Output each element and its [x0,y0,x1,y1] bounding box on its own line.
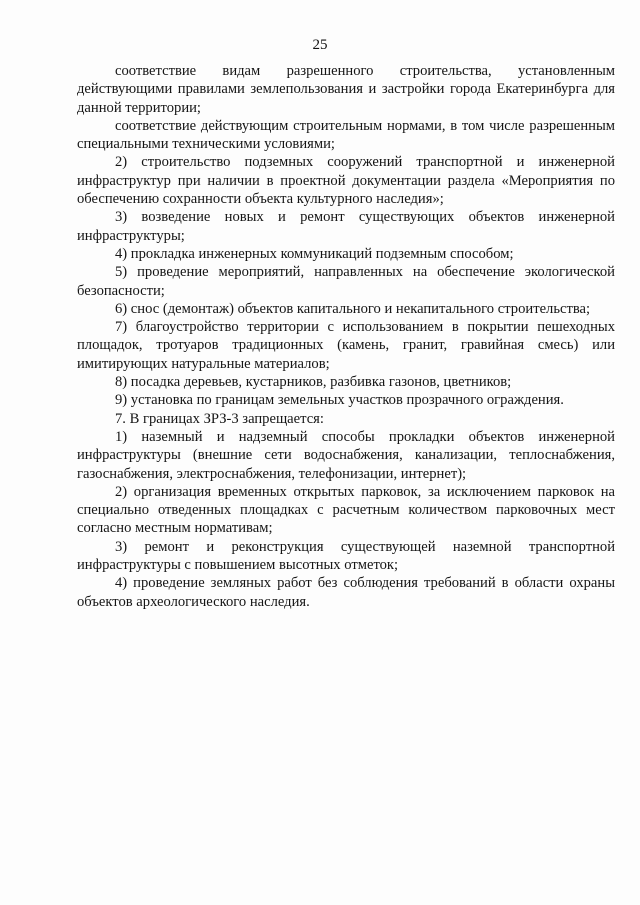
paragraph-12: 1) наземный и надземный способы прокладки объектов инженерной инфраструктуры (внешние сети водоснабжения, канализации, теплоснабжения, газоснабжения, электроснабжения, телефонизации, интернет); [77,428,615,482]
paragraph-5: 4) прокладка инженерных коммуникаций подземным способом; [115,245,514,262]
paragraph-15: 4) проведение земляных работ без соблюдения требований в области охраны объектов археологического наследия. [77,575,615,610]
page-number: 25 [312,37,328,53]
paragraph-3: 2) строительство подземных сооружений транспортной и инженерной инфраструктур при наличии в проектной документации раздела «Мероприятия по обеспечению сохранности объекта культурного наследия»; [77,154,615,208]
paragraph-6: 5) проведение мероприятий, направленных на обеспечение экологической безопасности; [77,264,615,299]
paragraph-1: соответствие видам разрешенного строительства, установленным действующими правилами землепользования и застройки города Екатеринбурга для данной территории; [77,63,615,116]
paragraph-10: 9) установка по границам земельных участков прозрачного ограждения. [115,392,564,409]
paragraph-2: соответствие действующим строительным нормами, в том числе разрешенным специальными техническими условиями; [77,117,615,153]
document-body [77,62,615,611]
section-heading: 7. В границах ЗРЗ-3 запрещается: [115,410,324,427]
paragraph-4: 3) возведение новых и ремонт существующих объектов инженерной инфраструктуры; [77,209,615,244]
paragraph-13: 2) организация временных открытых парковок, за исключением парковок на специально отведенных площадках с расчетным количеством парковочных мест согласно местным нормативам; [77,483,615,537]
paragraph-7: 6) снос (демонтаж) объектов капитального и некапитального строительства; [115,300,591,317]
paragraph-14: 3) ремонт и реконструкция существующей наземной транспортной инфраструктуры с повышением высотных отметок; [77,538,615,574]
paragraph-8: 7) благоустройство территории с использованием в покрытии пешеходных площадок, тротуаров традиционных (камень, гранит, гравийная смесь) или имитирующих натуральные материалов; [77,319,615,372]
paragraph-9: 8) посадка деревьев, кустарников, разбивка газонов, цветников; [115,374,512,391]
